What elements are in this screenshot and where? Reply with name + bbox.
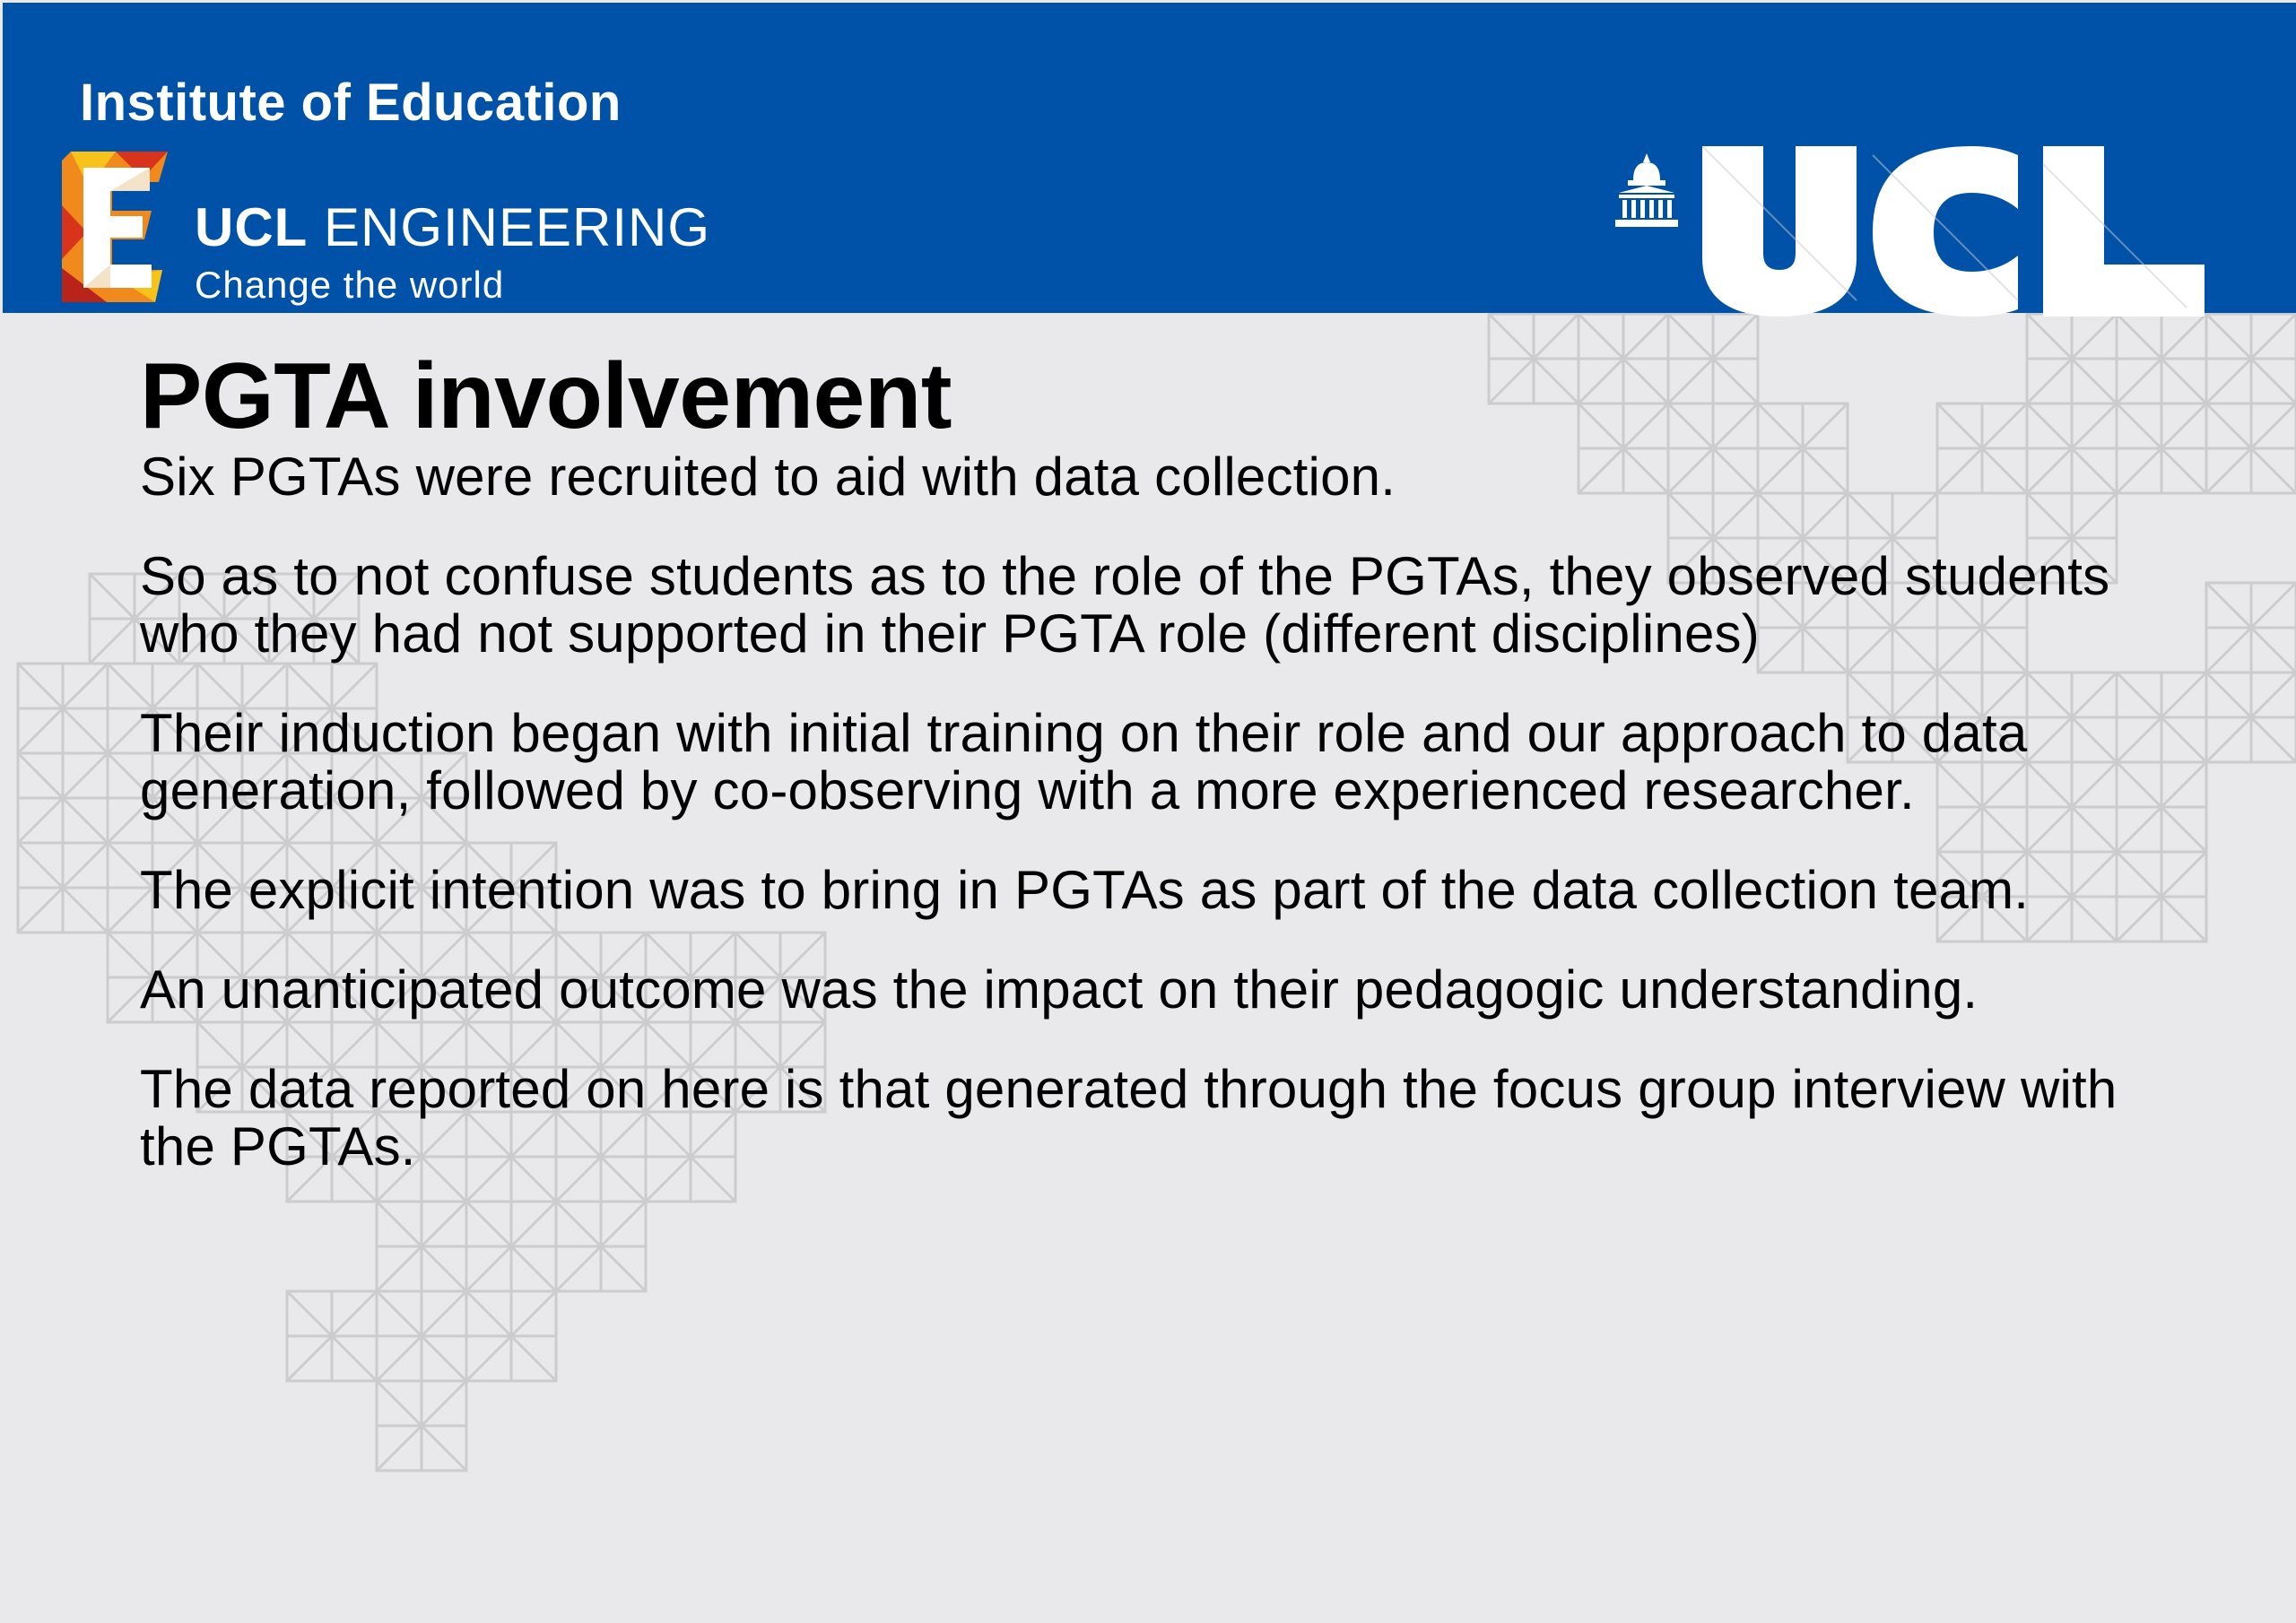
engineering-word: ENGINEERING	[323, 197, 711, 257]
paragraph: The data reported on here is that generated through the focus group interview with the PGTAs.	[140, 1059, 2118, 1176]
ucl-portico-icon	[1613, 153, 1680, 227]
slide-content	[140, 343, 2203, 1218]
engineering-tagline: Change the world	[195, 264, 505, 306]
paragraph: The explicit intention was to bring in PGTAs as part of the data collection team.	[140, 860, 2030, 920]
header-bar	[3, 3, 2296, 313]
paragraph: Their induction began with initial training on their role and our approach to data generation, followed by co-observing with a more experienced researcher.	[140, 703, 2028, 820]
paragraph: Six PGTAs were recruited to aid with data collection.	[140, 447, 1396, 507]
engineering-brand: UCL	[195, 197, 309, 257]
institute-name: Institute of Education	[80, 74, 622, 132]
ucl-engineering-e-logo-icon	[62, 152, 168, 302]
slide-title: PGTA involvement	[140, 344, 952, 448]
engineering-name	[195, 196, 710, 258]
paragraph: An unanticipated outcome was the impact on their pedagogic understanding.	[140, 959, 1979, 1020]
paragraph: So as to not confuse students as to the role of the PGTAs, they observed students who they had not supported in their PGTA role (different disciplines)	[140, 546, 2110, 664]
ucl-wordmark	[1702, 146, 2205, 317]
